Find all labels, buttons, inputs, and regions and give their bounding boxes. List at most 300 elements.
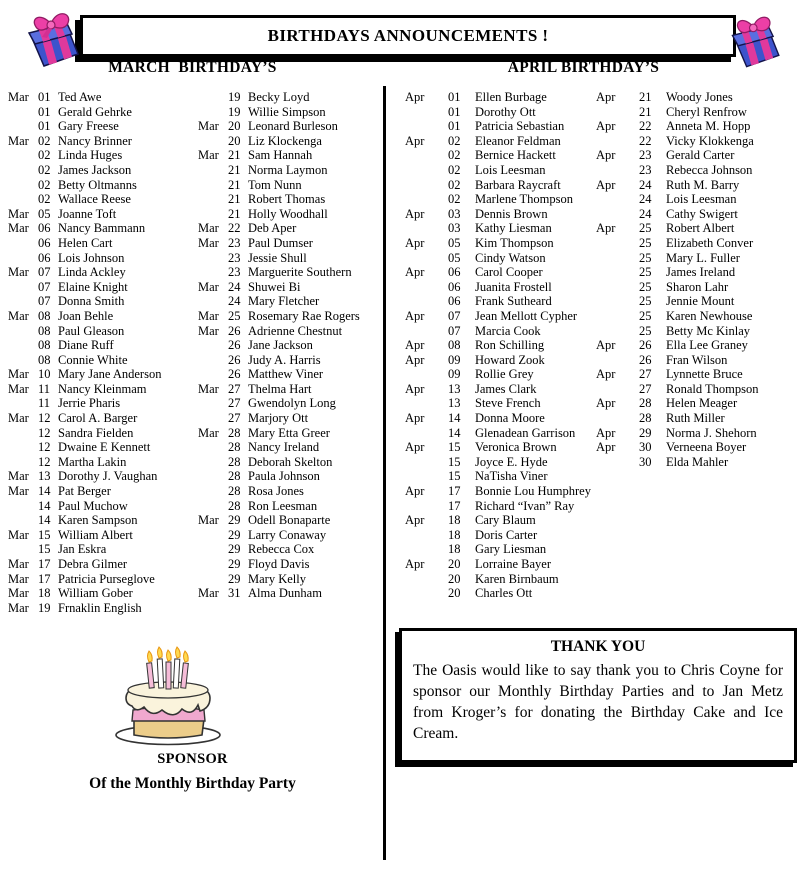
person-name: Nancy Bammann xyxy=(58,221,146,236)
person-name: Richard “Ivan” Ray xyxy=(475,498,575,513)
day-label: 28 xyxy=(228,440,241,455)
month-label xyxy=(596,207,639,222)
person-name: Rebecca Johnson xyxy=(666,162,753,177)
birthday-row xyxy=(8,528,161,543)
person-name: Alma Dunham xyxy=(248,586,322,601)
day-label: 01 xyxy=(448,90,461,104)
person-name: Cindy Watson xyxy=(475,250,546,265)
day-label: 24 xyxy=(228,294,241,309)
day-label: 28 xyxy=(228,454,241,469)
day-label: 29 xyxy=(228,542,241,557)
birthday-row xyxy=(405,396,591,411)
birthday-row xyxy=(8,251,161,266)
birthday-row xyxy=(405,338,591,353)
birthday-row xyxy=(198,265,360,280)
person-name: Marguerite Southern xyxy=(248,265,352,280)
month-label xyxy=(198,353,228,368)
day-label: 26 xyxy=(639,338,652,353)
birthday-row xyxy=(596,134,758,149)
birthday-row xyxy=(198,411,360,426)
page-title: BIRTHDAYS ANNOUNCEMENTS ! xyxy=(267,26,549,45)
birthday-row xyxy=(405,353,591,368)
month-label: Apr xyxy=(405,557,425,571)
person-name: Anneta M. Hopp xyxy=(666,119,751,134)
person-name: Sam Hannah xyxy=(248,148,313,163)
month-label: Mar xyxy=(198,308,219,323)
birthday-row xyxy=(405,192,591,207)
day-label: 05 xyxy=(38,206,51,221)
day-label: 23 xyxy=(639,162,652,177)
day-label: 02 xyxy=(38,148,51,163)
day-label: 07 xyxy=(448,308,461,323)
day-label: 12 xyxy=(38,440,51,455)
birthday-row xyxy=(8,499,161,514)
person-name: Nancy Kleinmam xyxy=(58,381,147,396)
month-label xyxy=(405,119,448,134)
day-label: 18 xyxy=(448,513,461,528)
month-label xyxy=(596,280,639,295)
month-label: Apr xyxy=(596,425,616,440)
day-label: 28 xyxy=(228,425,241,440)
month-label: Apr xyxy=(405,133,425,148)
day-label: 19 xyxy=(38,600,51,615)
person-name: Karen Birnbaum xyxy=(475,571,559,586)
person-name: Howard Zook xyxy=(475,352,545,367)
day-label: 07 xyxy=(448,323,461,338)
person-name: Gerald Gehrke xyxy=(58,104,132,119)
birthday-row xyxy=(8,265,161,280)
vertical-divider xyxy=(383,86,386,860)
person-name: Larry Conaway xyxy=(248,527,327,542)
month-label xyxy=(596,353,639,368)
person-name: Marlene Thompson xyxy=(475,192,574,207)
day-label: 09 xyxy=(448,367,461,382)
day-label: 25 xyxy=(639,265,652,280)
month-label: Apr xyxy=(596,90,616,104)
month-label: Mar xyxy=(8,265,29,280)
birthday-row xyxy=(8,207,161,222)
day-label: 06 xyxy=(448,279,461,294)
person-name: Matthew Viner xyxy=(248,367,324,382)
birthday-row xyxy=(198,426,360,441)
birthday-row xyxy=(8,105,161,120)
month-label: Mar xyxy=(8,90,29,104)
day-label: 25 xyxy=(639,250,652,265)
birthday-row xyxy=(8,192,161,207)
month-label xyxy=(8,294,38,309)
day-label: 29 xyxy=(639,425,652,440)
day-label: 12 xyxy=(38,425,51,440)
day-label: 15 xyxy=(448,454,461,469)
birthday-row xyxy=(8,367,161,382)
person-name: Thelma Hart xyxy=(248,381,312,396)
month-label: Mar xyxy=(198,235,219,250)
day-label: 27 xyxy=(639,381,652,396)
birthday-row xyxy=(596,192,758,207)
birthday-row xyxy=(596,236,758,251)
day-label: 17 xyxy=(448,484,461,499)
day-label: 06 xyxy=(38,221,51,236)
month-label xyxy=(198,528,228,543)
day-label: 27 xyxy=(639,367,652,382)
person-name: Rollie Grey xyxy=(475,367,534,382)
person-name: Ronald Thompson xyxy=(666,381,759,396)
month-label: Apr xyxy=(405,411,425,426)
person-name: Lois Leesman xyxy=(666,192,737,207)
person-name: Martha Lakin xyxy=(58,454,127,469)
person-name: Jennie Mount xyxy=(666,294,735,309)
person-name: Ruth Miller xyxy=(666,411,725,426)
birthday-row xyxy=(8,396,161,411)
birthday-row xyxy=(405,236,591,251)
birthday-row xyxy=(405,90,591,105)
month-label: Apr xyxy=(405,484,425,499)
day-label: 24 xyxy=(228,279,241,294)
month-label xyxy=(8,148,38,163)
month-label: Apr xyxy=(596,148,616,163)
month-label xyxy=(198,192,228,207)
day-label: 06 xyxy=(448,294,461,309)
birthday-row xyxy=(596,294,758,309)
month-label xyxy=(198,207,228,222)
person-name: Willie Simpson xyxy=(248,104,326,119)
birthday-row xyxy=(596,105,758,120)
day-label: 31 xyxy=(228,586,241,601)
person-name: Ted Awe xyxy=(58,90,102,104)
month-label xyxy=(198,265,228,280)
day-label: 20 xyxy=(448,586,461,601)
birthday-row xyxy=(405,251,591,266)
birthday-row xyxy=(405,469,591,484)
month-label xyxy=(8,353,38,368)
birthday-row xyxy=(405,119,591,134)
day-label: 08 xyxy=(38,323,51,338)
person-name: Lynnette Bruce xyxy=(666,367,743,382)
person-name: Becky Loyd xyxy=(248,90,310,104)
person-name: Robert Albert xyxy=(666,221,735,236)
person-name: Ella Lee Graney xyxy=(666,338,748,353)
day-label: 26 xyxy=(228,367,241,382)
birthday-row xyxy=(198,396,360,411)
day-label: 19 xyxy=(228,104,241,119)
person-name: Rebecca Cox xyxy=(248,542,315,557)
birthday-row xyxy=(198,90,360,105)
day-label: 24 xyxy=(639,192,652,207)
month-label xyxy=(198,367,228,382)
day-label: 29 xyxy=(228,513,241,528)
person-name: Carol A. Barger xyxy=(58,411,138,426)
march-birthday-list-col1 xyxy=(8,90,161,615)
month-label xyxy=(198,163,228,178)
sponsor-subtitle: Of the Monthly Birthday Party xyxy=(89,775,296,792)
day-label: 11 xyxy=(38,381,51,396)
birthday-row xyxy=(8,338,161,353)
person-name: Tom Nunn xyxy=(248,177,302,192)
april-birthday-list-col1 xyxy=(405,90,591,601)
month-label xyxy=(198,499,228,514)
month-label xyxy=(405,148,448,163)
month-label xyxy=(405,572,448,587)
birthday-row xyxy=(198,105,360,120)
day-label: 27 xyxy=(228,396,241,411)
day-label: 23 xyxy=(228,235,241,250)
day-label: 03 xyxy=(448,221,461,236)
person-name: Charles Ott xyxy=(475,586,533,601)
person-name: Joan Behle xyxy=(58,308,114,323)
month-label xyxy=(198,557,228,572)
birthday-row xyxy=(198,367,360,382)
person-name: NaTisha Viner xyxy=(475,469,548,484)
day-label: 21 xyxy=(228,162,241,177)
month-label xyxy=(596,163,639,178)
person-name: James Jackson xyxy=(58,162,132,177)
birthday-row xyxy=(8,426,161,441)
month-label xyxy=(198,134,228,149)
birthday-row xyxy=(8,163,161,178)
month-label xyxy=(596,134,639,149)
person-name: Cathy Swigert xyxy=(666,206,738,221)
birthday-row xyxy=(8,601,161,616)
birthday-row xyxy=(8,280,161,295)
person-name: Patricia Purseglove xyxy=(58,571,155,586)
day-label: 01 xyxy=(38,119,51,134)
month-label xyxy=(405,542,448,557)
birthday-row xyxy=(405,499,591,514)
birthday-row xyxy=(596,280,758,295)
person-name: Jean Mellott Cypher xyxy=(475,308,578,323)
person-name: Paul Muchow xyxy=(58,498,128,513)
thank-you-heading: THANK YOU xyxy=(550,638,646,655)
month-label: Apr xyxy=(596,119,616,134)
person-name: Woody Jones xyxy=(666,90,733,104)
month-label: Apr xyxy=(405,381,425,396)
day-label: 27 xyxy=(228,381,241,396)
day-label: 20 xyxy=(448,571,461,586)
month-label: Mar xyxy=(198,513,219,528)
month-label: Mar xyxy=(8,484,29,499)
day-label: 13 xyxy=(38,469,51,484)
person-name: Betty Mc Kinlay xyxy=(666,323,751,338)
birthday-row xyxy=(8,586,161,601)
day-label: 13 xyxy=(448,381,461,396)
day-label: 25 xyxy=(639,221,652,236)
birthday-row xyxy=(198,499,360,514)
month-label xyxy=(8,455,38,470)
day-label: 20 xyxy=(228,133,241,148)
person-name: Doris Carter xyxy=(475,527,538,542)
birthday-row xyxy=(405,542,591,557)
person-name: Ellen Burbage xyxy=(475,90,547,104)
person-name: Kathy Liesman xyxy=(475,221,552,236)
birthday-row xyxy=(8,134,161,149)
birthday-row xyxy=(198,294,360,309)
april-section-heading: APRIL BIRTHDAY’S xyxy=(507,59,660,76)
person-name: Lois Johnson xyxy=(58,250,125,265)
birthday-row xyxy=(8,324,161,339)
month-label: Apr xyxy=(405,265,425,280)
person-name: Nancy Brinner xyxy=(58,133,132,148)
birthday-row xyxy=(405,513,591,528)
person-name: Carol Cooper xyxy=(475,265,543,280)
day-label: 14 xyxy=(38,498,51,513)
gift-icon xyxy=(24,4,88,78)
person-name: Kim Thompson xyxy=(475,235,554,250)
month-label xyxy=(596,294,639,309)
month-label xyxy=(198,251,228,266)
person-name: Floyd Davis xyxy=(248,557,310,571)
birthday-row xyxy=(596,163,758,178)
birthday-row xyxy=(198,542,360,557)
day-label: 05 xyxy=(448,235,461,250)
birthday-row xyxy=(405,528,591,543)
month-label xyxy=(198,178,228,193)
day-label: 07 xyxy=(38,279,51,294)
birthday-row xyxy=(405,455,591,470)
birthday-row xyxy=(596,178,758,193)
month-label: Mar xyxy=(8,206,29,221)
birthday-row xyxy=(405,265,591,280)
day-label: 09 xyxy=(448,352,461,367)
day-label: 23 xyxy=(228,265,241,280)
birthday-row xyxy=(8,309,161,324)
month-label xyxy=(405,294,448,309)
person-name: Eleanor Feldman xyxy=(475,133,561,148)
birthday-row xyxy=(596,396,758,411)
birthday-row xyxy=(596,221,758,236)
person-name: Jan Eskra xyxy=(58,542,107,557)
month-label xyxy=(596,324,639,339)
day-label: 12 xyxy=(38,454,51,469)
birthday-row xyxy=(596,324,758,339)
birthday-row xyxy=(198,557,360,572)
person-name: Linda Huges xyxy=(58,148,123,163)
month-label xyxy=(405,528,448,543)
month-label xyxy=(198,484,228,499)
person-name: Dorothy Ott xyxy=(475,104,536,119)
month-label xyxy=(198,572,228,587)
person-name: William Albert xyxy=(58,527,133,542)
person-name: Gwendolyn Long xyxy=(248,396,336,411)
day-label: 01 xyxy=(448,104,461,119)
month-label xyxy=(405,192,448,207)
person-name: Gary Freese xyxy=(58,119,119,134)
month-label: Apr xyxy=(405,352,425,367)
month-label xyxy=(8,542,38,557)
birthday-row xyxy=(198,236,360,251)
gift-icon xyxy=(727,8,789,78)
day-label: 18 xyxy=(38,586,51,601)
birthday-row xyxy=(596,367,758,382)
person-name: Betty Oltmanns xyxy=(58,177,137,192)
person-name: Joyce E. Hyde xyxy=(475,454,548,469)
day-label: 21 xyxy=(228,148,241,163)
birthday-row xyxy=(405,367,591,382)
birthday-row xyxy=(596,90,758,105)
person-name: Odell Bonaparte xyxy=(248,513,331,528)
person-name: Elizabeth Conver xyxy=(666,235,754,250)
day-label: 14 xyxy=(38,484,51,499)
month-label xyxy=(8,119,38,134)
day-label: 21 xyxy=(639,90,652,104)
day-label: 28 xyxy=(228,498,241,513)
month-label xyxy=(596,382,639,397)
month-label xyxy=(8,324,38,339)
month-label: Mar xyxy=(8,308,29,323)
month-label xyxy=(405,178,448,193)
birthday-row xyxy=(405,572,591,587)
person-name: Glenadean Garrison xyxy=(475,425,576,440)
birthday-row xyxy=(198,513,360,528)
birthday-row xyxy=(8,513,161,528)
birthday-row xyxy=(8,353,161,368)
day-label: 20 xyxy=(448,557,461,571)
birthday-row xyxy=(8,484,161,499)
birthday-row xyxy=(596,353,758,368)
month-label xyxy=(198,105,228,120)
person-name: Patricia Sebastian xyxy=(475,119,565,134)
day-label: 06 xyxy=(38,235,51,250)
month-label xyxy=(405,455,448,470)
month-label: Apr xyxy=(405,206,425,221)
month-label xyxy=(405,426,448,441)
person-name: Judy A. Harris xyxy=(248,352,321,367)
day-label: 06 xyxy=(38,250,51,265)
person-name: Jane Jackson xyxy=(248,338,313,353)
day-label: 25 xyxy=(639,323,652,338)
month-label xyxy=(405,324,448,339)
march-birthday-list-col2 xyxy=(198,90,360,601)
month-label: Mar xyxy=(8,221,29,236)
day-label: 15 xyxy=(38,527,51,542)
birthday-row xyxy=(198,207,360,222)
day-label: 02 xyxy=(448,177,461,192)
day-label: 30 xyxy=(639,440,652,455)
month-label: Apr xyxy=(405,513,425,528)
month-label xyxy=(405,586,448,601)
month-label xyxy=(198,440,228,455)
month-label: Mar xyxy=(198,119,219,134)
birthday-row xyxy=(198,353,360,368)
birthday-row xyxy=(405,426,591,441)
person-name: Rosemary Rae Rogers xyxy=(248,308,360,323)
person-name: Paula Johnson xyxy=(248,469,320,484)
day-label: 17 xyxy=(448,498,461,513)
day-label: 26 xyxy=(228,338,241,353)
day-label: 17 xyxy=(38,571,51,586)
title-banner xyxy=(80,15,736,57)
person-name: Ron Leesman xyxy=(248,498,318,513)
person-name: Bernice Hackett xyxy=(475,148,556,163)
day-label: 20 xyxy=(228,119,241,134)
day-label: 25 xyxy=(639,279,652,294)
day-label: 23 xyxy=(228,250,241,265)
person-name: Robert Thomas xyxy=(248,192,326,207)
month-label xyxy=(198,338,228,353)
day-label: 02 xyxy=(38,162,51,177)
person-name: Marjory Ott xyxy=(248,411,309,426)
month-label: Apr xyxy=(596,338,616,353)
person-name: Gerald Carter xyxy=(666,148,735,163)
day-label: 01 xyxy=(448,119,461,134)
person-name: Helen Meager xyxy=(666,396,738,411)
person-name: Debra Gilmer xyxy=(58,557,128,571)
month-label xyxy=(596,265,639,280)
month-label: Apr xyxy=(405,235,425,250)
sponsor-label: SPONSOR xyxy=(157,751,228,767)
birthday-row xyxy=(596,148,758,163)
person-name: Mary Fletcher xyxy=(248,294,320,309)
person-name: Deb Aper xyxy=(248,221,297,236)
